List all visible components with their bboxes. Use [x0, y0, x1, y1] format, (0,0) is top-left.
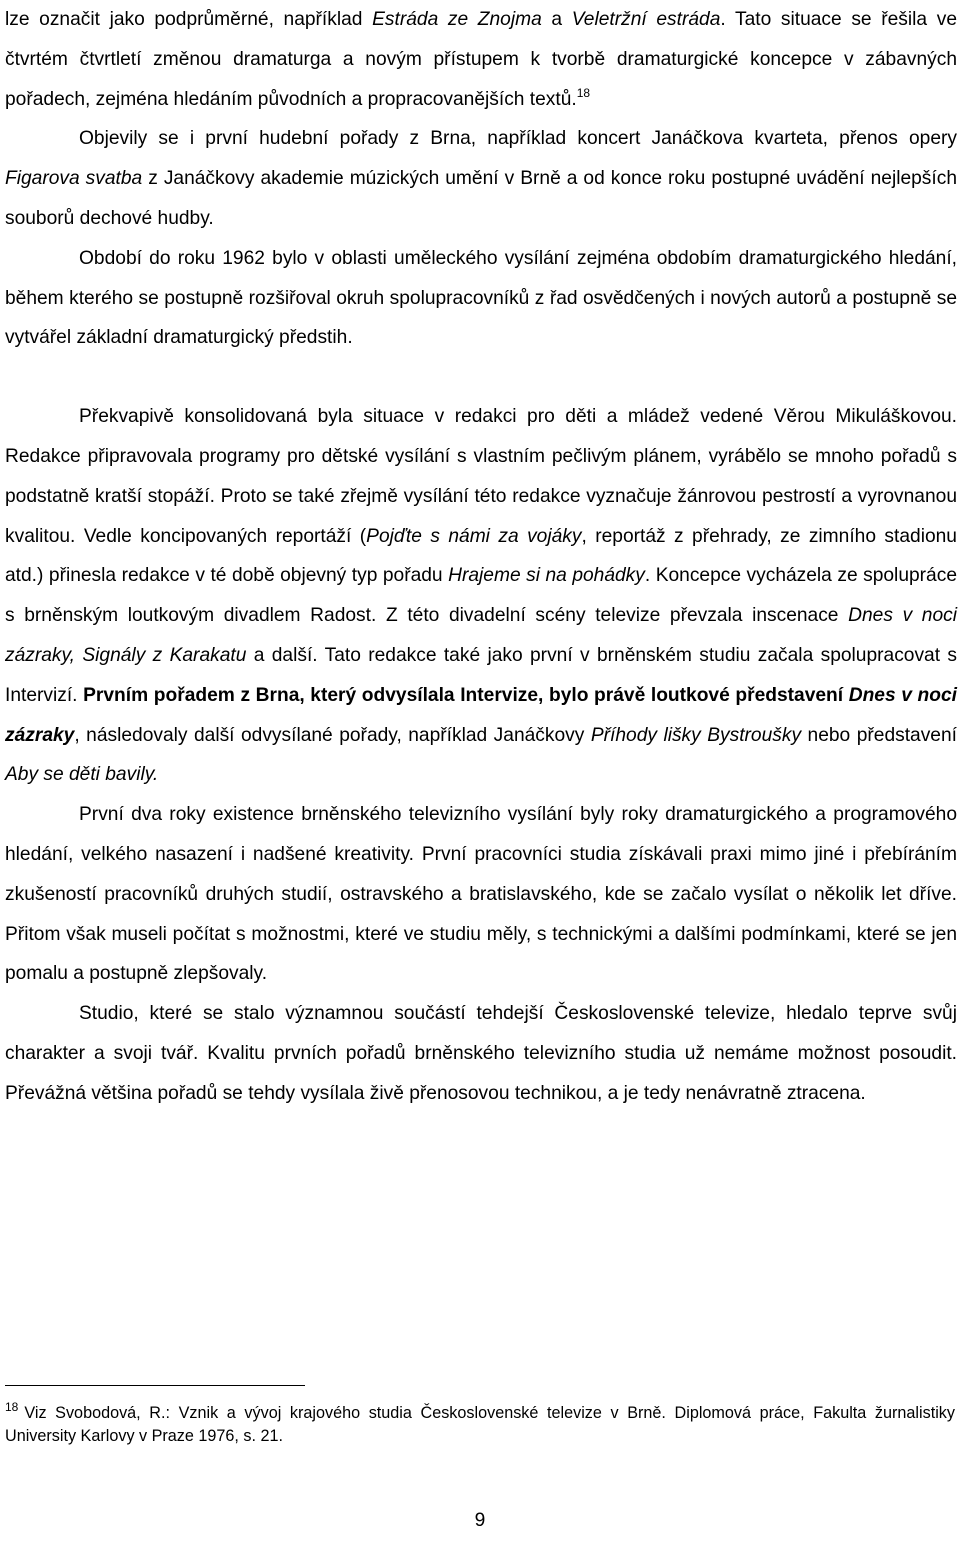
italic-title: Aby se děti bavily. — [5, 764, 159, 786]
footnote-separator — [5, 1385, 305, 1386]
footnote-reference[interactable]: 18 — [576, 85, 591, 100]
italic-title: Figarova svatba — [5, 168, 143, 190]
text-run: Překvapivě konsolidovaná byla situace v redakci pro děti a mládež vedené Věrou Mikuláškovou. Redakce připravovala programy pro dětské vysílání s vlastním pečlivým plánem, vyrábělo se mnoho pořadů s podstatně kratší stopáží. Proto se také zřejmě vysílání této redakce vyznačuje žánrovou pestrostí a vyrovnanou kvalitou. Vedle koncipovaných reportáží ( — [5, 406, 957, 547]
text-run: . Tato situace se řešila ve čtvrtém čtvrtletí změnou dramaturga a novým přístupem k tvorbě dramaturgické koncepce v zábavných pořadech, zejména hledáním původních a propracovanějších textů. — [5, 9, 957, 110]
paragraph-music — [5, 119, 957, 238]
italic-title: Příhody lišky Bystroušky — [590, 724, 802, 746]
italic-title: Veletržní estráda — [571, 9, 721, 30]
italic-title: Hrajeme si na pohádky — [448, 565, 645, 587]
text-run: a další. Tato redakce také jako první v brněnském studiu začala spolupracovat s Intervizí. — [5, 644, 957, 706]
footnote — [5, 1402, 955, 1448]
text-run: , následovaly další odvysílané pořady, například Janáčkovy — [74, 724, 591, 746]
footnote-number: 18 — [5, 1400, 19, 1414]
text-run: První dva roky existence brněnského televizního vysílání byly roky dramaturgického a programového hledání, velkého nasazení i nadšené kreativity. První pracovníci studia získávali praxi mimo jiné i přebíráním zkušeností pracovníků druhých studií, ostravského a bratislavského, kde se začalo vysílat o několik let dříve. Přitom však museli počítat s možnostmi, které ve studiu měly, s technickými a dalšími podmínkami, které se jen pomalu a postupně zlepšovaly. — [5, 804, 957, 985]
bold-text: Prvním pořadem z Brna, který odvysílala Intervize, bylo právě loutkové představení — [83, 684, 849, 706]
italic-title: Dnes v noci zázraky, Signály z Karakatu — [5, 605, 958, 666]
paragraph-studio-character — [5, 994, 957, 1113]
italic-title: Estráda ze Znojma — [372, 9, 542, 30]
text-run: Objevily se i první hudební pořady z Brna, například koncert Janáčkova kvarteta, přenos opery — [79, 128, 957, 150]
text-run: , reportáž z přehrady, ze zimního stadionu atd.) přinesla redakce v té době objevný typ pořadu — [5, 525, 957, 587]
footnote-text: Viz Svobodová, R.: Vznik a vývoj krajového studia Československé televize v Brně. Diplomová práce, Fakulta žurnalistiky University Karlovy v Praze 1976, s. 21. — [5, 1404, 955, 1445]
text-run: nebo představení — [801, 724, 957, 746]
page-body — [5, 0, 957, 1114]
text-run: a — [541, 9, 572, 30]
italic-title: Pojďte s námi za vojáky — [366, 525, 582, 547]
text-run: Studio, které se stalo významnou součástí tehdejší Československé televize, hledalo teprve svůj charakter a svoji tvář. Kvalitu prvních pořadů brněnského televizního studia už nemáme možnost posoudit. Převážná většina pořadů se tehdy vysílala živě přenosovou technikou, a je tedy nenávratně ztracena. — [5, 1003, 957, 1104]
paragraph-children-editorial — [5, 397, 957, 795]
text-run: z Janáčkovy akademie múzických umění v Brně a od konce roku postupné uvádění nejlepších souborů dechové hudby. — [5, 168, 957, 229]
text-run: . Koncepce vycházela ze spolupráce s brněnským loutkovým divadlem Radost. Z této divadelní scény televize převzala inscenace — [5, 565, 957, 627]
page-number: 9 — [474, 1510, 486, 1531]
paragraph-continued — [5, 0, 957, 119]
text-run: lze označit jako podprůměrné, například — [5, 9, 373, 30]
bold-italic-title: Dnes v noci zázraky — [5, 684, 957, 746]
paragraph-period-1962 — [5, 239, 957, 358]
paragraph-first-two-years — [5, 795, 957, 994]
text-run: Období do roku 1962 bylo v oblasti uměleckého vysílání zejména obdobím dramaturgického hledání, během kterého se postupně rozšiřoval okruh spolupracovníků z řad osvědčených i nových autorů a postupně se vytvářel základní dramaturgický předstih. — [5, 247, 957, 349]
